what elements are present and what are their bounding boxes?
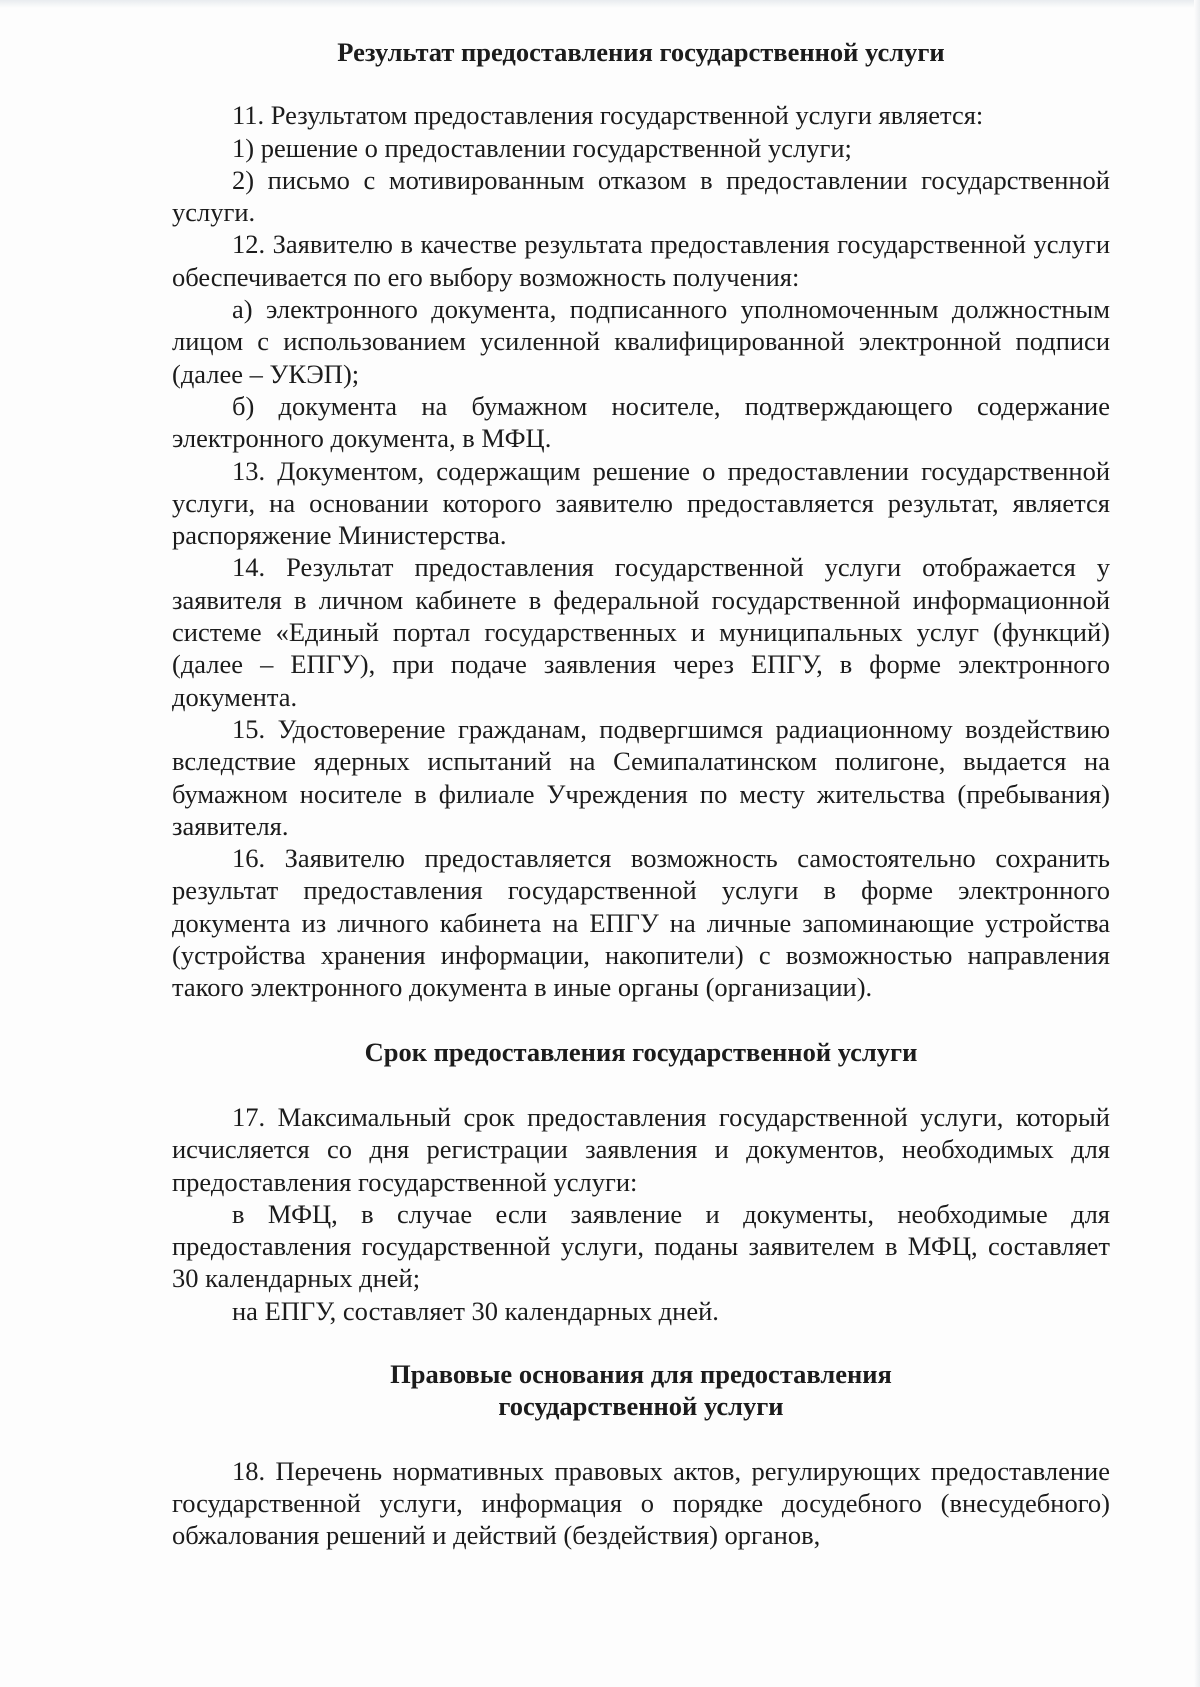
section-heading-legal-line2: государственной услуги xyxy=(498,1391,784,1422)
paragraph-17-epgu: на ЕПГУ, составляет 30 календарных дней. xyxy=(232,1295,719,1326)
section-heading-term: Срок предоставления государственной услуги xyxy=(364,1036,918,1067)
paragraph-17: 17. Максимальный срок предоставления государственной услуги, который исчисляется со дня регистрации заявления и документов, необходимых для предоставления государственной услуги: xyxy=(172,1101,1110,1197)
paragraph-13: 13. Документом, содержащим решение о предоставлении государственной услуги, на основании которого заявителю предоставляется результат, является распоряжение Министерства. xyxy=(172,455,1110,551)
paragraph-17-mfc: в МФЦ, в случае если заявление и документы, необходимые для предоставления государственной услуги, поданы заявителем в МФЦ, составляет 30 календарных дней; xyxy=(172,1198,1110,1294)
paragraph-12-item-a: а) электронного документа, подписанного уполномоченным должностным лицом с использованием усиленной квалифицированной электронной подписи (далее – УКЭП); xyxy=(172,294,1110,389)
paragraph-11-item-2: 2) письмо с мотивированным отказом в предоставлении государственной услуги. xyxy=(172,164,1110,228)
paragraph-11: 11. Результатом предоставления государственной услуги является: xyxy=(232,100,984,131)
paragraph-16: 16. Заявителю предоставляется возможность самостоятельно сохранить результат предоставления государственной услуги в форме электронного документа из личного кабинета на ЕПГУ на личные запоминающие устройства (устройства хранения информации, накопители) с возможностью направления такого электронного документа в иные органы (организации). xyxy=(172,843,1110,1003)
paragraph-12: 12. Заявителю в качестве результата предоставления государственной услуги обеспечивается по его выбору возможность получения: xyxy=(172,229,1110,292)
paragraph-14: 14. Результат предоставления государственной услуги отображается у заявителя в личном кабинете в федеральной государственной информационной системе «Единый портал государственных и муниципальных услуг (функций) (далее – ЕПГУ), при подаче заявления через ЕПГУ, в форме электронного документа. xyxy=(172,552,1110,712)
section-heading-legal-line1: Правовые основания для предоставления xyxy=(390,1358,892,1389)
document-body xyxy=(172,36,1110,1551)
section-heading-result: Результат предоставления государственной услуги xyxy=(337,37,945,67)
section-heading-legal xyxy=(172,1358,1110,1423)
scan-top-edge xyxy=(0,0,1200,8)
paragraph-18: 18. Перечень нормативных правовых актов, регулирующих предоставление государственной услуги, информация о порядке досудебного (внесудебного) обжалования решений и действий (бездействия) органов, xyxy=(172,1455,1110,1551)
paragraph-12-item-b: б) документа на бумажном носителе, подтверждающего содержание электронного документа, в МФЦ. xyxy=(172,390,1110,454)
paragraph-15: 15. Удостоверение гражданам, подвергшимся радиационному воздействию вследствие ядерных испытаний на Семипалатинском полигоне, выдается на бумажном носителе в филиале Учреждения по месту жительства (пребывания) заявителя. xyxy=(172,713,1110,841)
paragraph-11-item-1: 1) решение о предоставлении государственной услуги; xyxy=(232,132,852,163)
scan-right-edge xyxy=(1194,0,1200,1687)
